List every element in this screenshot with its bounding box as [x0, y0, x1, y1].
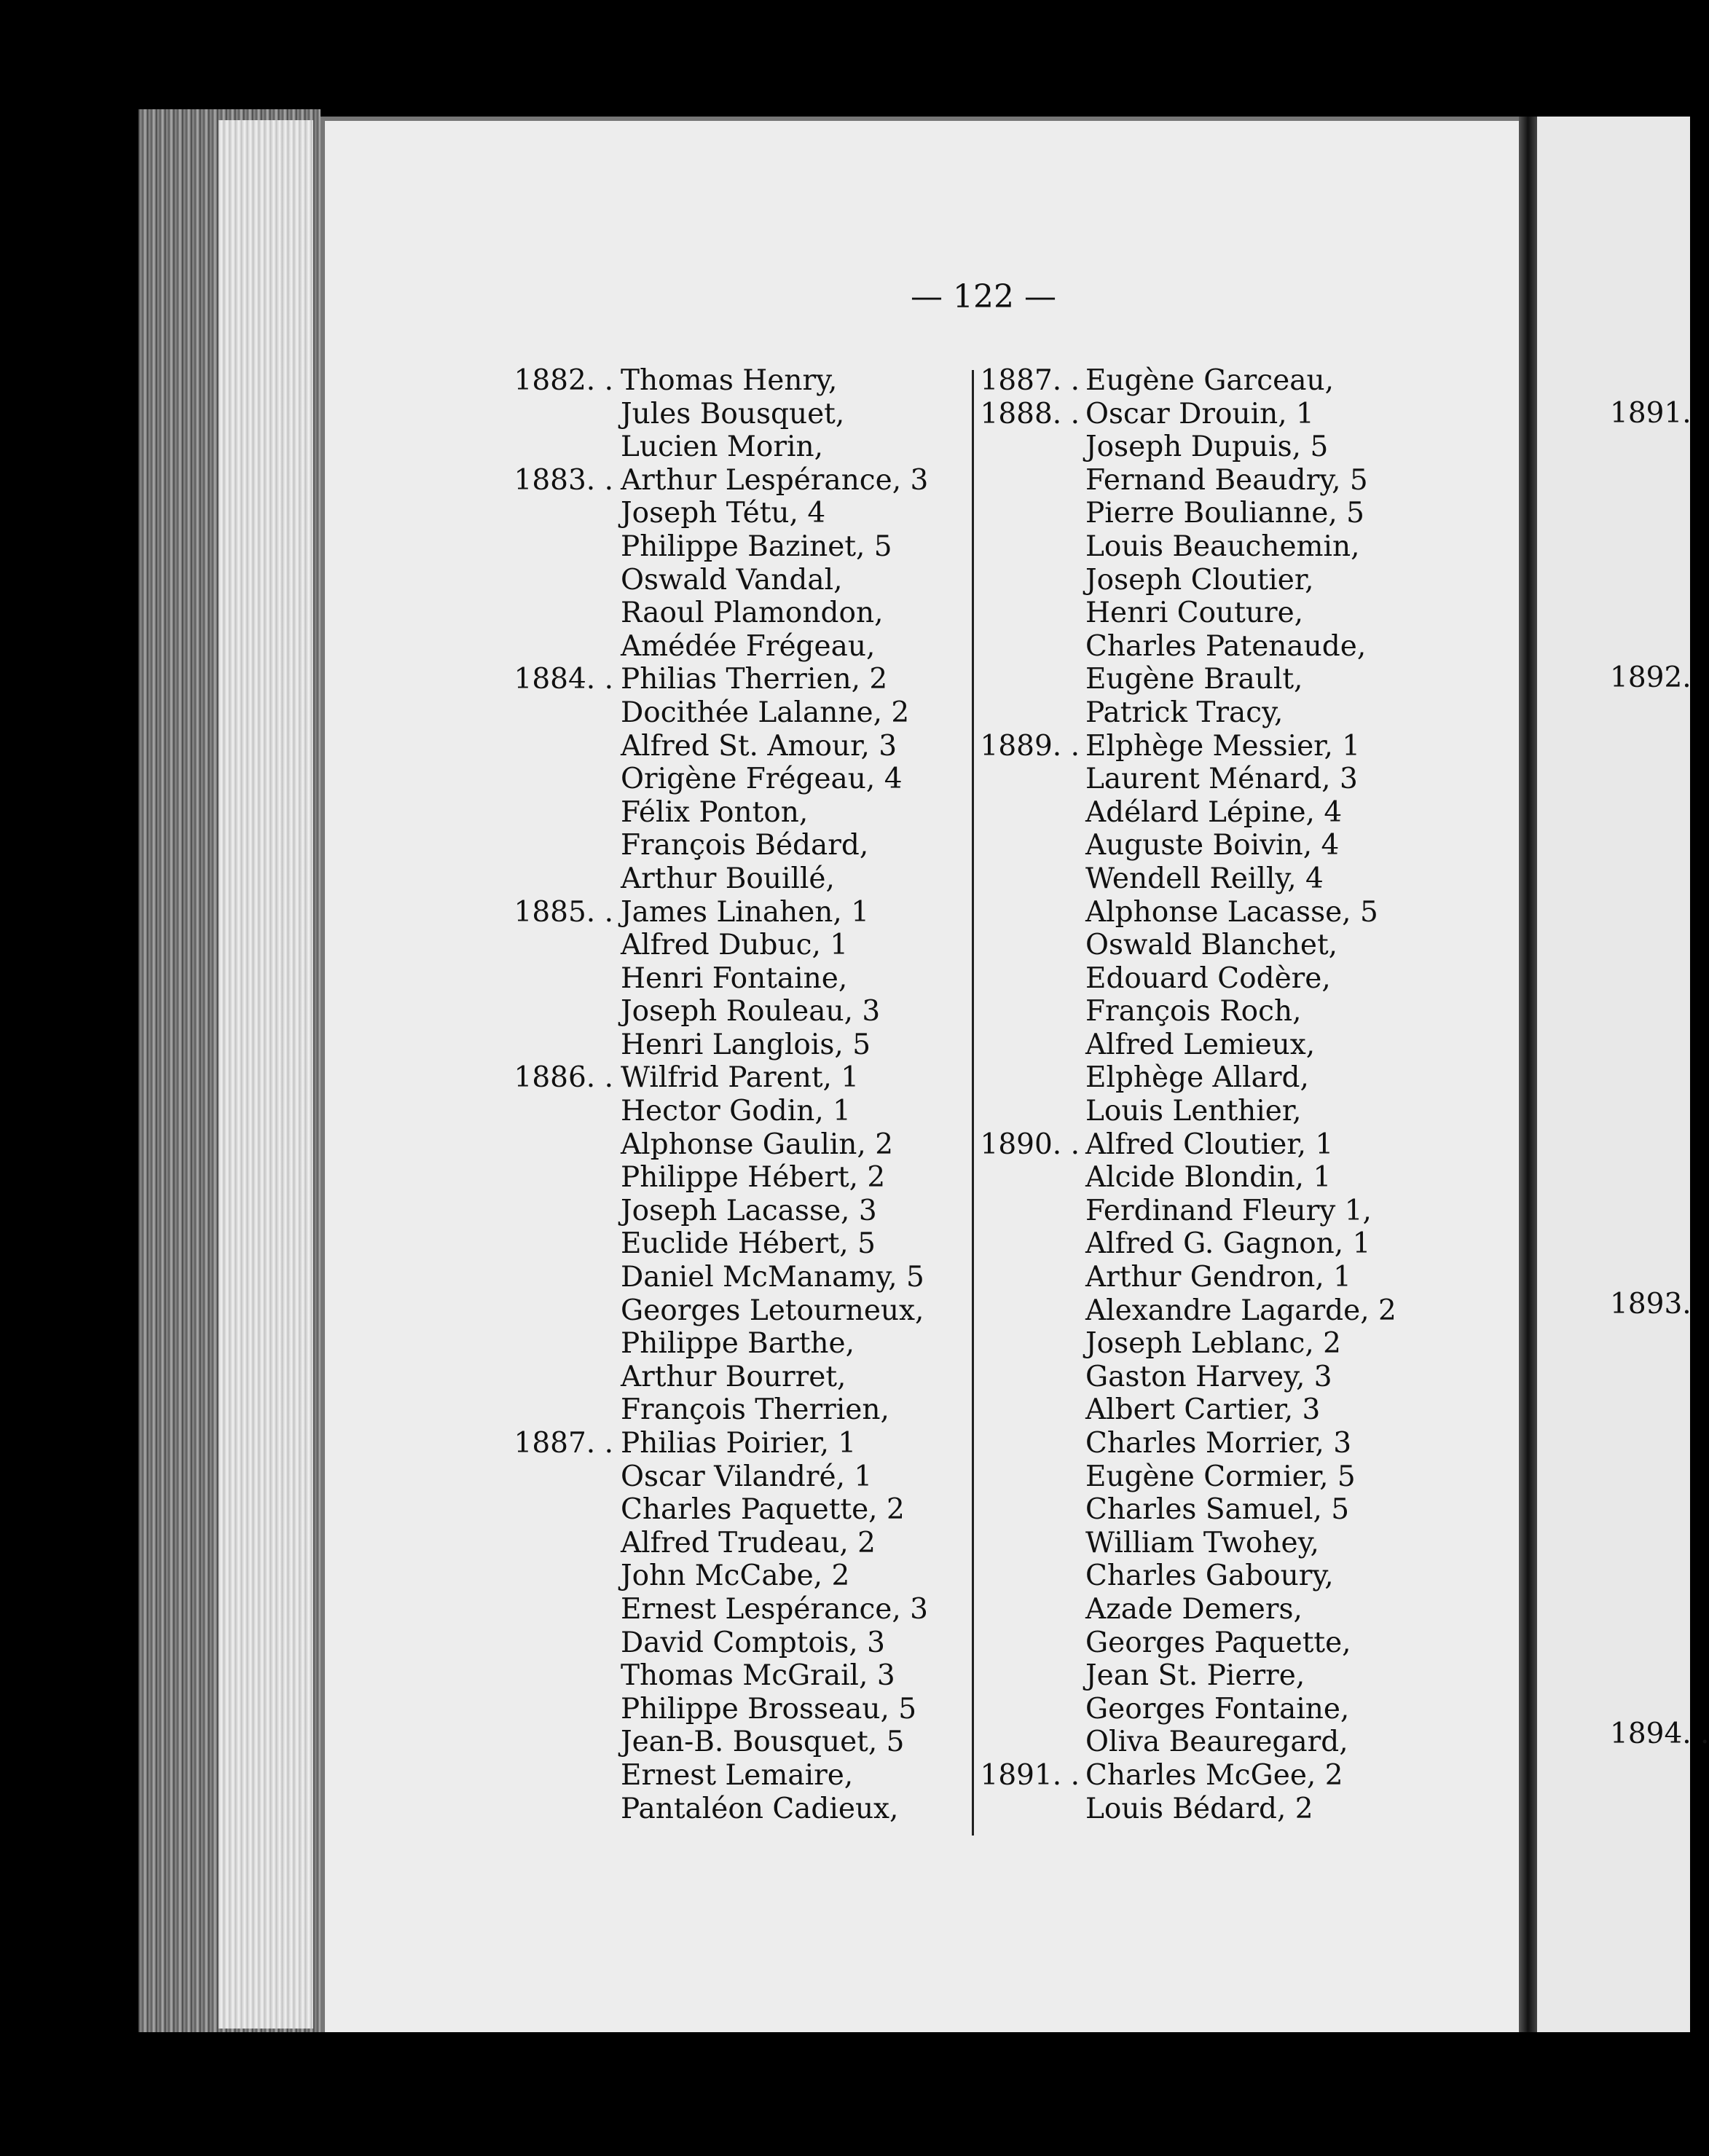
entry-name: Thomas Henry,	[621, 364, 838, 397]
list-item	[510, 430, 928, 464]
entry-year: 1882. .	[514, 364, 613, 397]
list-item	[510, 1460, 928, 1494]
entry-name: Arthur Lespérance, 3	[621, 463, 929, 497]
entry-name: Laurent Ménard, 3	[1085, 763, 1358, 796]
list-item	[976, 597, 1396, 630]
entry-name: Oswald Blanchet,	[1085, 929, 1338, 962]
list-item	[510, 1559, 928, 1593]
entry-name: Henri Langlois, 5	[621, 1028, 871, 1061]
entry-name: Louis Bédard, 2	[1085, 1792, 1313, 1825]
list-item	[976, 829, 1396, 862]
list-item	[510, 663, 928, 696]
entry-name: Jules Bousquet,	[621, 397, 845, 430]
list-item	[510, 564, 928, 597]
list-item	[976, 364, 1396, 398]
entry-name: Joseph Rouleau, 3	[621, 995, 881, 1028]
left-column	[510, 364, 928, 1825]
entry-name: Alfred Trudeau, 2	[621, 1526, 876, 1559]
entry-name: Lucien Morin,	[621, 430, 823, 464]
entry-year: 1886. .	[514, 1061, 613, 1095]
entry-name: Daniel McManamy, 5	[621, 1261, 924, 1294]
list-item	[976, 763, 1396, 796]
list-item	[510, 862, 928, 896]
entry-name: Eugène Garceau,	[1085, 364, 1334, 397]
list-item	[976, 1493, 1396, 1527]
list-item	[510, 1361, 928, 1394]
entry-name: Alcide Blondin, 1	[1085, 1161, 1332, 1195]
list-item	[510, 1427, 928, 1460]
entry-name: Alfred G. Gagnon, 1	[1085, 1227, 1371, 1261]
list-item	[976, 1195, 1396, 1228]
list-item	[976, 1659, 1396, 1693]
list-item	[976, 1028, 1396, 1062]
entry-year: 1890. .	[980, 1128, 1080, 1161]
list-item	[510, 1726, 928, 1759]
entry-year: 1883. .	[514, 463, 613, 497]
list-item	[976, 1061, 1396, 1095]
list-item	[976, 464, 1396, 497]
list-item	[976, 1693, 1396, 1726]
right-column	[976, 364, 1396, 1825]
entry-name: Thomas McGrail, 3	[621, 1659, 895, 1693]
entry-name: Joseph Dupuis, 5	[1085, 430, 1329, 464]
list-item	[976, 398, 1396, 431]
entry-name: Jean-B. Bousquet, 5	[621, 1726, 905, 1759]
entry-name: Philippe Bazinet, 5	[621, 530, 892, 563]
list-item	[510, 1128, 928, 1162]
entry-name: Elphège Messier, 1	[1085, 729, 1361, 763]
list-item	[510, 1028, 928, 1062]
entry-name: Raoul Plamondon,	[621, 597, 884, 630]
list-item	[976, 564, 1396, 597]
list-item	[976, 796, 1396, 830]
list-item	[976, 1294, 1396, 1328]
list-item	[510, 497, 928, 530]
list-item	[510, 962, 928, 996]
list-item	[510, 1294, 928, 1328]
list-item	[510, 896, 928, 929]
list-item	[510, 597, 928, 630]
entry-name: Louis Beauchemin,	[1085, 530, 1360, 563]
entry-name: Fernand Beaudry, 5	[1085, 463, 1368, 497]
list-item	[976, 1559, 1396, 1593]
entry-name: Hector Godin, 1	[621, 1095, 851, 1128]
list-item	[510, 763, 928, 796]
list-item	[510, 1659, 928, 1693]
book-gutter	[1519, 117, 1537, 2032]
entry-name: Pantaléon Cadieux,	[621, 1792, 899, 1825]
list-item	[976, 929, 1396, 962]
entry-name: Oscar Drouin, 1	[1085, 397, 1314, 430]
entry-name: Georges Fontaine,	[1085, 1692, 1350, 1726]
list-item	[510, 1759, 928, 1793]
entry-name: Alphonse Gaulin, 2	[621, 1128, 894, 1161]
entry-year: 1884. .	[514, 663, 613, 696]
list-item	[510, 1195, 928, 1228]
list-item	[510, 829, 928, 862]
list-item	[976, 1759, 1396, 1793]
entry-name: Joseph Lacasse, 3	[621, 1194, 877, 1227]
entry-name: Euclide Hébert, 5	[621, 1227, 876, 1261]
entry-name: Alfred Dubuc, 1	[621, 929, 849, 962]
list-item	[976, 663, 1396, 696]
entry-year: 1887. .	[514, 1427, 613, 1460]
entry-name: Joseph Cloutier,	[1085, 563, 1314, 597]
list-item	[976, 896, 1396, 929]
entry-name: Joseph Tétu, 4	[621, 497, 826, 530]
list-item	[976, 1095, 1396, 1128]
entry-name: James Linahen, 1	[621, 895, 870, 929]
entry-name: François Bédard,	[621, 829, 869, 862]
entry-name: Georges Paquette,	[1085, 1626, 1351, 1659]
facing-page-year: 1894. .	[1610, 1718, 1709, 1750]
entry-name: David Comptois, 3	[621, 1626, 885, 1659]
entry-name: Gaston Harvey, 3	[1085, 1360, 1332, 1393]
entry-name: Pierre Boulianne, 5	[1085, 497, 1364, 530]
list-item	[510, 1793, 928, 1826]
entry-year: 1887. .	[980, 364, 1080, 397]
entry-name: Jean St. Pierre,	[1085, 1659, 1305, 1693]
entry-name: Oscar Vilandré, 1	[621, 1460, 873, 1493]
list-item	[510, 398, 928, 431]
entry-name: Henri Couture,	[1085, 597, 1304, 630]
list-item	[510, 1527, 928, 1560]
list-item	[976, 995, 1396, 1028]
entry-name: François Therrien,	[621, 1393, 889, 1427]
list-item	[510, 995, 928, 1028]
list-item	[976, 1626, 1396, 1660]
entry-name: Wilfrid Parent, 1	[621, 1061, 860, 1095]
list-item	[510, 929, 928, 962]
entry-name: Joseph Leblanc, 2	[1085, 1327, 1341, 1361]
list-item	[976, 1726, 1396, 1759]
entry-name: Edouard Codère,	[1085, 961, 1331, 995]
list-item	[976, 730, 1396, 763]
list-item	[976, 1427, 1396, 1460]
list-item	[510, 696, 928, 730]
list-item	[976, 1793, 1396, 1826]
list-item	[976, 1593, 1396, 1626]
entry-name: Docithée Lalanne, 2	[621, 696, 910, 729]
list-item	[976, 1227, 1396, 1261]
entry-name: Charles Paquette, 2	[621, 1493, 905, 1527]
entry-year: 1888. .	[980, 397, 1080, 430]
list-item	[976, 1327, 1396, 1361]
list-item	[510, 1693, 928, 1726]
list-item	[976, 862, 1396, 896]
entry-name: Wendell Reilly, 4	[1085, 862, 1324, 895]
list-item	[510, 1327, 928, 1361]
entry-year: 1885. .	[514, 895, 613, 929]
list-item	[510, 1227, 928, 1261]
entry-name: Auguste Boivin, 4	[1085, 829, 1340, 862]
entry-name: Azade Demers,	[1085, 1592, 1303, 1626]
list-item	[976, 1393, 1396, 1427]
entry-name: Philippe Brosseau, 5	[621, 1692, 917, 1726]
page-left-edge	[321, 117, 325, 2032]
entry-name: Charles Patenaude,	[1085, 629, 1367, 663]
entry-name: Alphonse Lacasse, 5	[1085, 895, 1378, 929]
list-item	[510, 1261, 928, 1294]
list-item	[510, 1161, 928, 1195]
list-item	[510, 530, 928, 564]
list-item	[510, 1061, 928, 1095]
page-number: — 122 —	[911, 278, 1056, 315]
page-top-edge	[324, 117, 1519, 121]
entry-name: Henri Fontaine,	[621, 961, 848, 995]
entry-name: Alexandre Lagarde, 2	[1085, 1294, 1396, 1327]
list-item	[510, 464, 928, 497]
entry-name: Alfred Lemieux,	[1085, 1028, 1316, 1061]
entry-name: Arthur Gendron, 1	[1085, 1261, 1351, 1294]
list-item	[976, 530, 1396, 564]
list-item	[976, 696, 1396, 730]
entry-name: Arthur Bourret,	[621, 1360, 846, 1393]
list-item	[510, 364, 928, 398]
list-item	[976, 430, 1396, 464]
entry-name: Ferdinand Fleury 1,	[1085, 1194, 1372, 1227]
entry-name: François Roch,	[1085, 995, 1302, 1028]
entry-name: Oliva Beauregard,	[1085, 1726, 1348, 1759]
entry-name: Charles McGee, 2	[1085, 1758, 1343, 1792]
entry-name: Ernest Lemaire,	[621, 1758, 854, 1792]
list-item	[976, 497, 1396, 530]
entry-name: John McCabe, 2	[621, 1559, 850, 1593]
facing-page-year: 1891.	[1610, 397, 1692, 430]
page-block-inner-edge	[219, 120, 313, 2029]
list-item	[976, 1460, 1396, 1494]
entry-name: Patrick Tracy,	[1085, 696, 1284, 729]
list-item	[976, 1361, 1396, 1394]
entry-name: Philias Poirier, 1	[621, 1427, 857, 1460]
entry-name: Arthur Bouillé,	[621, 862, 835, 895]
entry-name: Alfred Cloutier, 1	[1085, 1128, 1334, 1161]
list-item	[510, 796, 928, 830]
facing-page-year: 1893.	[1610, 1288, 1692, 1321]
entry-name: Charles Morrier, 3	[1085, 1427, 1352, 1460]
list-item	[976, 1128, 1396, 1162]
entry-year: 1891. .	[980, 1758, 1080, 1792]
list-item	[510, 1493, 928, 1527]
list-item	[510, 1626, 928, 1660]
entry-name: Albert Cartier, 3	[1085, 1393, 1321, 1427]
list-item	[510, 1593, 928, 1626]
entry-name: Charles Gaboury,	[1085, 1559, 1334, 1593]
list-item	[510, 630, 928, 664]
entry-name: Adélard Lépine, 4	[1085, 795, 1343, 829]
entry-name: Oswald Vandal,	[621, 563, 843, 597]
list-item	[510, 1095, 928, 1128]
list-item	[976, 1527, 1396, 1560]
entry-name: Louis Lenthier,	[1085, 1095, 1302, 1128]
entry-name: Origène Frégeau, 4	[621, 763, 903, 796]
entry-name: William Twohey,	[1085, 1526, 1319, 1559]
entry-name: Eugène Cormier, 5	[1085, 1460, 1356, 1493]
entry-name: Charles Samuel, 5	[1085, 1493, 1350, 1527]
entry-name: Ernest Lespérance, 3	[621, 1592, 928, 1626]
entry-name: Alfred St. Amour, 3	[621, 729, 897, 763]
entry-name: Eugène Brault,	[1085, 663, 1303, 696]
list-item	[976, 1261, 1396, 1294]
facing-page-year: 1892.	[1610, 661, 1692, 694]
list-item	[510, 730, 928, 763]
list-item	[976, 962, 1396, 996]
entry-year: 1889. .	[980, 729, 1080, 763]
column-divider	[972, 370, 974, 1836]
list-item	[976, 1161, 1396, 1195]
entry-name: Philippe Hébert, 2	[621, 1161, 886, 1195]
entry-name: Félix Ponton,	[621, 795, 809, 829]
entry-name: Elphège Allard,	[1085, 1061, 1309, 1095]
list-item	[510, 1393, 928, 1427]
list-item	[976, 630, 1396, 664]
entry-name: Philippe Barthe,	[621, 1327, 855, 1361]
entry-name: Amédée Frégeau,	[621, 629, 876, 663]
entry-name: Philias Therrien, 2	[621, 663, 888, 696]
entry-name: Georges Letourneux,	[621, 1294, 924, 1327]
